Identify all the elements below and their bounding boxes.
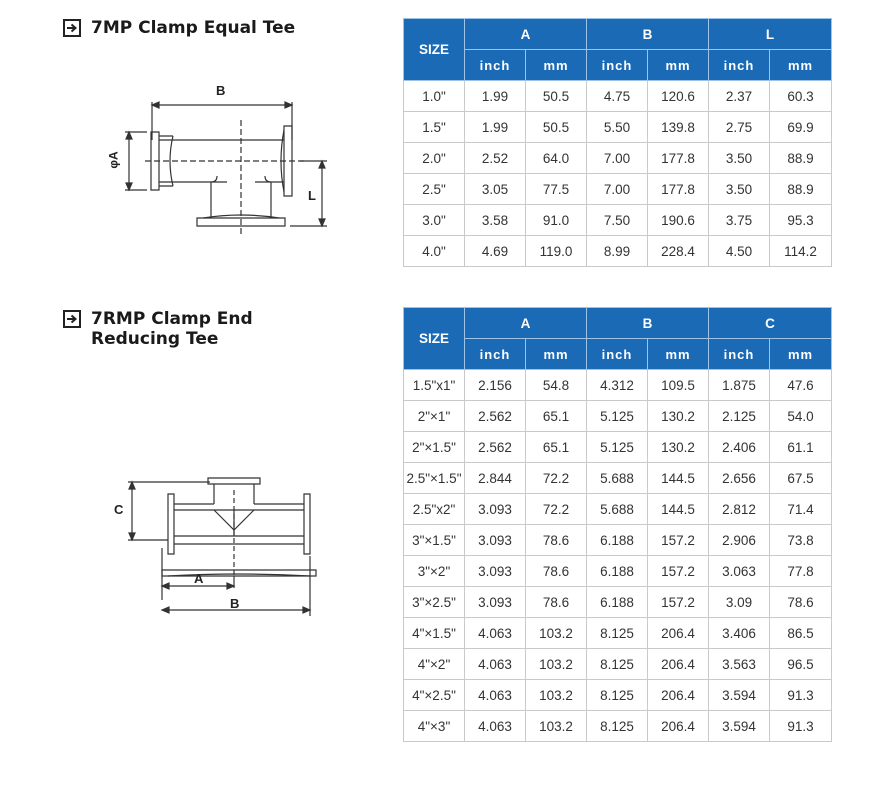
equal-tee-table-body [404,81,832,267]
value-cell: 54.8 [526,370,587,401]
value-cell: 4.063 [465,649,526,680]
value-cell: 4.063 [465,618,526,649]
size-cell: 2.0" [404,143,465,174]
group-header: C [709,308,832,339]
reducing-tee-table-body [404,370,832,742]
value-cell: 103.2 [526,680,587,711]
table-row [404,463,832,494]
value-cell: 61.1 [770,432,832,463]
value-cell: 120.6 [648,81,709,112]
equal-tee-drawing [105,80,335,250]
value-cell: 2.844 [465,463,526,494]
value-cell: 50.5 [526,112,587,143]
size-cell: 2.5"×1.5" [404,463,465,494]
value-cell: 177.8 [648,143,709,174]
value-cell: 73.8 [770,525,832,556]
table-row [404,143,832,174]
dimension-label-b: B [216,83,226,98]
value-cell: 5.125 [587,432,648,463]
dimension-label-l: L [308,188,316,203]
value-cell: 3.58 [465,205,526,236]
value-cell: 130.2 [648,432,709,463]
table-row [404,556,832,587]
size-cell: 1.5"x1" [404,370,465,401]
section2-title-line2: Reducing Tee [91,329,219,349]
unit-header: mm [526,50,587,81]
value-cell: 72.2 [526,463,587,494]
value-cell: 64.0 [526,143,587,174]
value-cell: 2.406 [709,432,770,463]
value-cell: 157.2 [648,525,709,556]
value-cell: 3.09 [709,587,770,618]
size-cell: 1.0" [404,81,465,112]
size-cell: 3"×2.5" [404,587,465,618]
value-cell: 8.125 [587,618,648,649]
value-cell: 177.8 [648,174,709,205]
value-cell: 5.688 [587,494,648,525]
value-cell: 78.6 [526,587,587,618]
value-cell: 7.00 [587,143,648,174]
unit-header: mm [526,339,587,370]
value-cell: 60.3 [770,81,832,112]
value-cell: 50.5 [526,81,587,112]
dimension-label-a: A [194,571,204,586]
value-cell: 77.8 [770,556,832,587]
size-cell: 1.5" [404,112,465,143]
value-cell: 3.05 [465,174,526,205]
group-header: B [587,308,709,339]
value-cell: 3.406 [709,618,770,649]
value-cell: 8.125 [587,649,648,680]
table-row [404,680,832,711]
value-cell: 91.3 [770,711,832,742]
value-cell: 86.5 [770,618,832,649]
value-cell: 6.188 [587,587,648,618]
value-cell: 2.125 [709,401,770,432]
section2-title [91,309,253,349]
value-cell: 47.6 [770,370,832,401]
value-cell: 2.906 [709,525,770,556]
section1-title: 7MP Clamp Equal Tee [91,18,296,38]
value-cell: 2.37 [709,81,770,112]
value-cell: 7.00 [587,174,648,205]
value-cell: 77.5 [526,174,587,205]
value-cell: 71.4 [770,494,832,525]
table-row [404,81,832,112]
table-row [404,494,832,525]
value-cell: 157.2 [648,556,709,587]
value-cell: 96.5 [770,649,832,680]
value-cell: 103.2 [526,649,587,680]
value-cell: 3.75 [709,205,770,236]
value-cell: 206.4 [648,618,709,649]
value-cell: 54.0 [770,401,832,432]
dimension-label-phi-a: φA [106,151,121,169]
size-cell: 3.0" [404,205,465,236]
value-cell: 4.312 [587,370,648,401]
section2-title-line1: 7RMP Clamp End [91,309,253,329]
value-cell: 114.2 [770,236,832,267]
value-cell: 3.563 [709,649,770,680]
value-cell: 4.063 [465,711,526,742]
value-cell: 144.5 [648,494,709,525]
table-row [404,618,832,649]
value-cell: 8.125 [587,711,648,742]
unit-header: inch [465,339,526,370]
size-cell: 4"×1.5" [404,618,465,649]
value-cell: 72.2 [526,494,587,525]
size-cell: 3"×2" [404,556,465,587]
value-cell: 4.75 [587,81,648,112]
section1-heading [63,18,295,38]
size-header: SIZE [404,19,465,81]
group-header: B [587,19,709,50]
value-cell: 228.4 [648,236,709,267]
value-cell: 190.6 [648,205,709,236]
table-row [404,401,832,432]
value-cell: 157.2 [648,587,709,618]
value-cell: 65.1 [526,401,587,432]
value-cell: 91.0 [526,205,587,236]
value-cell: 5.50 [587,112,648,143]
unit-header: inch [709,339,770,370]
unit-header: mm [770,50,832,81]
arrow-right-box-icon [63,310,81,328]
size-cell: 2.5" [404,174,465,205]
value-cell: 3.093 [465,525,526,556]
value-cell: 3.093 [465,587,526,618]
size-cell: 2.5"x2" [404,494,465,525]
value-cell: 5.688 [587,463,648,494]
reducing-tee-spec-table [403,307,832,742]
value-cell: 2.75 [709,112,770,143]
value-cell: 144.5 [648,463,709,494]
unit-header: mm [770,339,832,370]
value-cell: 130.2 [648,401,709,432]
table-row [404,587,832,618]
value-cell: 206.4 [648,649,709,680]
value-cell: 6.188 [587,525,648,556]
unit-header: mm [648,50,709,81]
value-cell: 2.52 [465,143,526,174]
group-header: A [465,19,587,50]
size-cell: 2"×1.5" [404,432,465,463]
value-cell: 103.2 [526,711,587,742]
arrow-right-box-icon [63,19,81,37]
value-cell: 8.125 [587,680,648,711]
value-cell: 4.69 [465,236,526,267]
value-cell: 95.3 [770,205,832,236]
value-cell: 3.50 [709,143,770,174]
value-cell: 88.9 [770,143,832,174]
table-row [404,236,832,267]
value-cell: 3.063 [709,556,770,587]
value-cell: 88.9 [770,174,832,205]
unit-header: inch [465,50,526,81]
table-row [404,174,832,205]
group-header: A [465,308,587,339]
value-cell: 206.4 [648,680,709,711]
value-cell: 78.6 [526,525,587,556]
reducing-tee-drawing [110,470,325,620]
value-cell: 65.1 [526,432,587,463]
value-cell: 3.594 [709,680,770,711]
value-cell: 5.125 [587,401,648,432]
equal-tee-spec-table [403,18,832,267]
table-row [404,432,832,463]
value-cell: 2.812 [709,494,770,525]
value-cell: 6.188 [587,556,648,587]
size-cell: 4"×2" [404,649,465,680]
value-cell: 103.2 [526,618,587,649]
table-row [404,205,832,236]
value-cell: 139.8 [648,112,709,143]
value-cell: 3.50 [709,174,770,205]
dimension-label-c: C [114,502,124,517]
section2-heading [63,309,253,349]
value-cell: 3.594 [709,711,770,742]
value-cell: 2.562 [465,432,526,463]
table-row [404,370,832,401]
value-cell: 4.50 [709,236,770,267]
unit-header: inch [587,339,648,370]
unit-header: inch [709,50,770,81]
value-cell: 3.093 [465,494,526,525]
value-cell: 8.99 [587,236,648,267]
unit-header: mm [648,339,709,370]
dimension-label-b: B [230,596,240,611]
size-header: SIZE [404,308,465,370]
value-cell: 1.99 [465,81,526,112]
size-cell: 2"×1" [404,401,465,432]
table-row [404,525,832,556]
value-cell: 109.5 [648,370,709,401]
value-cell: 4.063 [465,680,526,711]
value-cell: 206.4 [648,711,709,742]
table-row [404,112,832,143]
value-cell: 3.093 [465,556,526,587]
size-cell: 4.0" [404,236,465,267]
table-row [404,711,832,742]
value-cell: 119.0 [526,236,587,267]
value-cell: 78.6 [526,556,587,587]
size-cell: 3"×1.5" [404,525,465,556]
table-row [404,649,832,680]
value-cell: 1.875 [709,370,770,401]
value-cell: 91.3 [770,680,832,711]
size-cell: 4"×2.5" [404,680,465,711]
value-cell: 67.5 [770,463,832,494]
size-cell: 4"×3" [404,711,465,742]
value-cell: 78.6 [770,587,832,618]
value-cell: 7.50 [587,205,648,236]
value-cell: 2.562 [465,401,526,432]
value-cell: 69.9 [770,112,832,143]
value-cell: 2.156 [465,370,526,401]
value-cell: 1.99 [465,112,526,143]
unit-header: inch [587,50,648,81]
value-cell: 2.656 [709,463,770,494]
group-header: L [709,19,832,50]
